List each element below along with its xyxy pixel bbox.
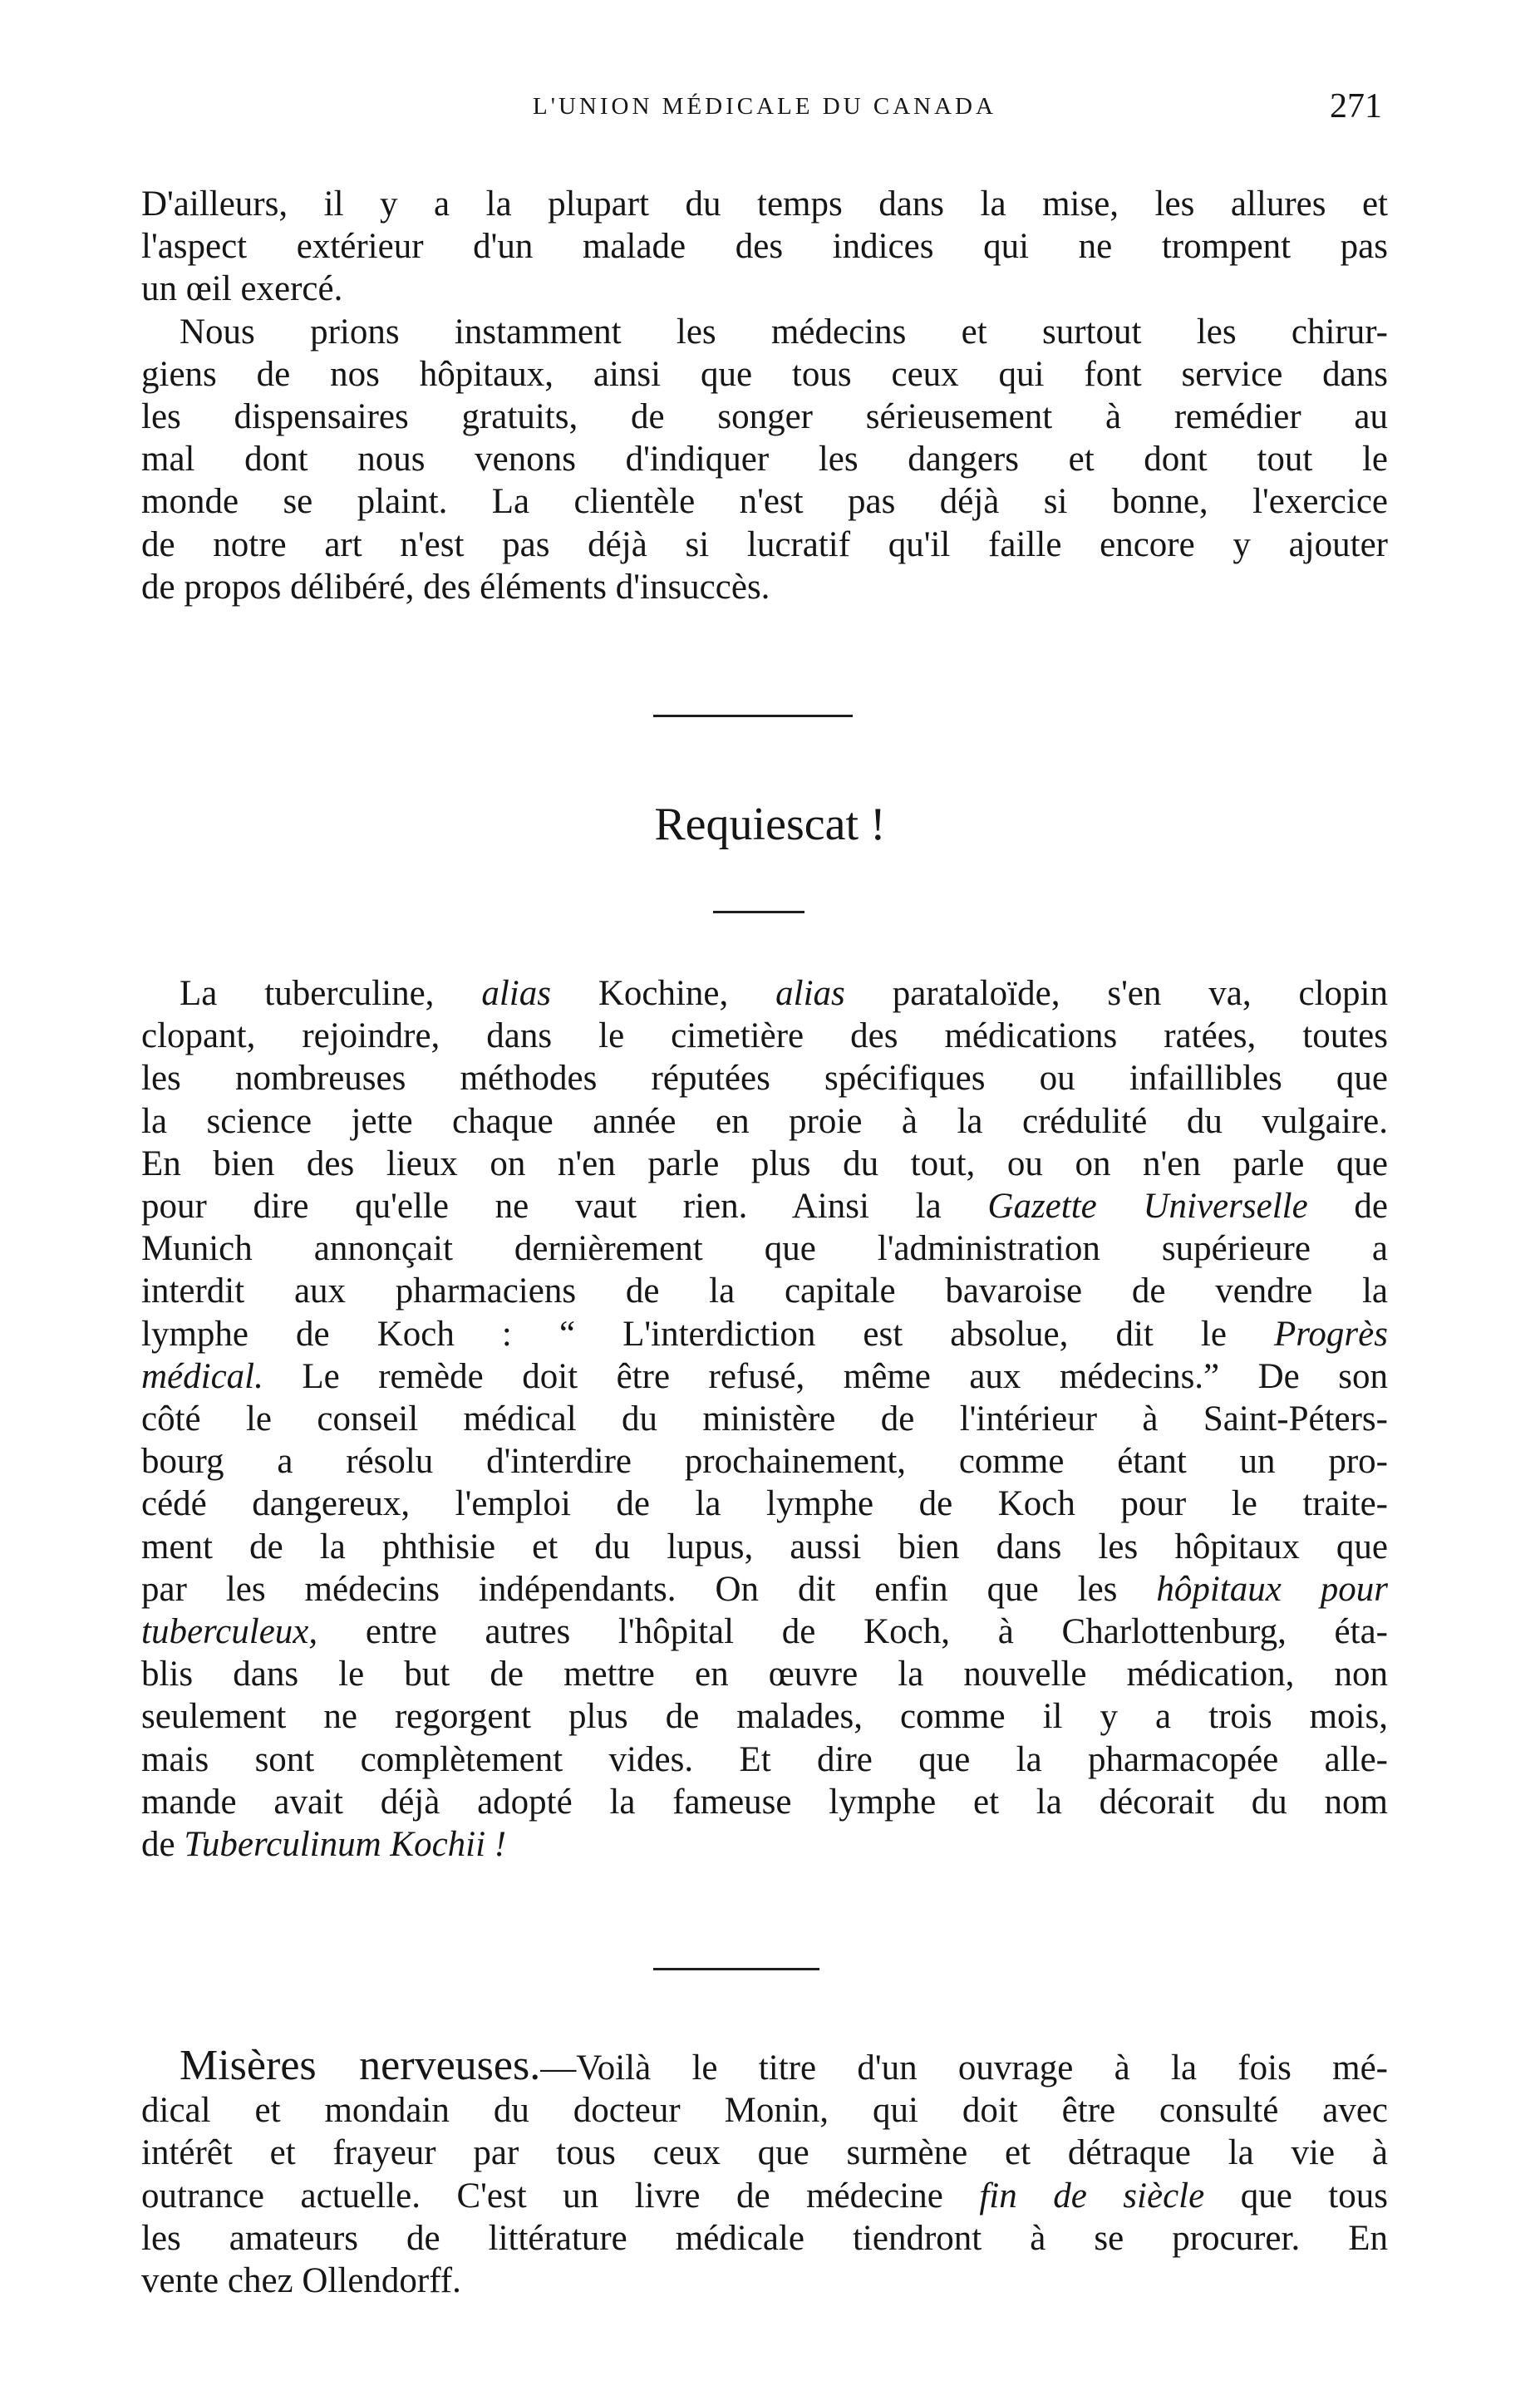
text-line: cédé dangereux, l'emploi de la lymphe de Koch pour le traite- — [141, 1484, 1388, 1524]
text-line: lymphe de Koch : “ L'interdiction est absolue, dit le Progrès — [141, 1314, 1388, 1354]
intro-paragraph — [141, 183, 1388, 608]
text-line: côté le conseil médical du ministère de l'intérieur à Saint-Péters- — [141, 1399, 1388, 1439]
run-in-title: Misères nerveuses. — [180, 2042, 541, 2089]
text-line: Munich annonçait dernièrement que l'administration supérieure a — [141, 1229, 1388, 1269]
section-divider — [653, 1968, 819, 1970]
text-line: de Tuberculinum Kochii ! — [141, 1825, 507, 1865]
text-line: ment de la phthisie et du lupus, aussi bien dans les hôpitaux que — [141, 1527, 1388, 1566]
text-line: interdit aux pharmaciens de la capitale bavaroise de vendre la — [141, 1271, 1388, 1311]
text-line: mande avait déjà adopté la fameuse lymphe et la décorait du nom — [141, 1782, 1388, 1822]
text-line: outrance actuelle. C'est un livre de médecine fin de siècle que tous — [141, 2176, 1388, 2216]
title-underline — [713, 911, 804, 913]
text-line: de propos délibéré, des éléments d'insuccès. — [141, 567, 770, 607]
text-line: pour dire qu'elle ne vaut rien. Ainsi la Gazette Universelle de — [141, 1187, 1389, 1227]
text-line: bourg a résolu d'interdire prochainement, comme étant un pro- — [141, 1442, 1388, 1482]
text-line: La tuberculine, alias Kochine, alias parataloïde, s'en va, clopin — [180, 974, 1388, 1013]
text-line: Nous prions instamment les médecins et surtout les chirur- — [180, 312, 1388, 352]
text-line: les nombreuses méthodes réputées spécifiques ou infaillibles que — [141, 1059, 1388, 1099]
text-line: clopant, rejoindre, dans le cimetière des médications ratées, toutes — [141, 1016, 1388, 1056]
text-line: médical. Le remède doit être refusé, même aux médecins.” De son — [141, 1356, 1388, 1396]
text-line: intérêt et frayeur par tous ceux que surmène et détraque la vie à — [141, 2133, 1388, 2173]
text-line: de notre art n'est pas déjà si lucratif qu'il faille encore y ajouter — [141, 524, 1388, 564]
text-line: tuberculeux, entre autres l'hôpital de Koch, à Charlottenburg, éta- — [141, 1612, 1388, 1652]
text-line: un œil exercé. — [141, 269, 343, 309]
text-line: la science jette chaque année en proie à la crédulité du vulgaire. — [141, 1101, 1388, 1141]
text-line: vente chez Ollendorff. — [141, 2261, 461, 2301]
text-line: monde se plaint. La clientèle n'est pas déjà si bonne, l'exercice — [141, 482, 1388, 522]
text-line: dical et mondain du docteur Monin, qui doit être consulté avec — [141, 2091, 1388, 2131]
text-line: mal dont nous venons d'indiquer les dangers et dont tout le — [141, 440, 1388, 480]
miseres-paragraph — [141, 2044, 1388, 2302]
section-divider — [653, 715, 853, 717]
text-line: l'aspect extérieur d'un malade des indices qui ne trompent pas — [141, 227, 1388, 267]
text-line: par les médecins indépendants. On dit enfin que les hôpitaux pour — [141, 1569, 1389, 1609]
text-line: Misères nerveuses.—Voilà le titre d'un ouvrage à la fois mé- — [180, 2042, 1388, 2089]
page-number: 271 — [1330, 87, 1382, 125]
text-line: les amateurs de littérature médicale tiendront à se procurer. En — [141, 2218, 1388, 2258]
text-line: giens de nos hôpitaux, ainsi que tous ceux qui font service dans — [141, 354, 1388, 394]
text-line: En bien des lieux on n'en parle plus du tout, ou on n'en parle que — [141, 1143, 1388, 1183]
text-line: seulement ne regorgent plus de malades, comme il y a trois mois, — [141, 1697, 1388, 1737]
text-line: mais sont complètement vides. Et dire que la pharmacopée alle- — [141, 1739, 1388, 1779]
running-head: L'UNION MÉDICALE DU CANADA — [533, 93, 996, 120]
text-line: blis dans le but de mettre en œuvre la nouvelle médication, non — [141, 1655, 1388, 1694]
requiescat-paragraph — [141, 972, 1388, 1866]
text-line: les dispensaires gratuits, de songer sérieusement à remédier au — [141, 397, 1388, 437]
text-line: D'ailleurs, il y a la plupart du temps dans la mise, les allures et — [141, 184, 1388, 224]
section-title-requiescat: Requiescat ! — [654, 799, 886, 850]
